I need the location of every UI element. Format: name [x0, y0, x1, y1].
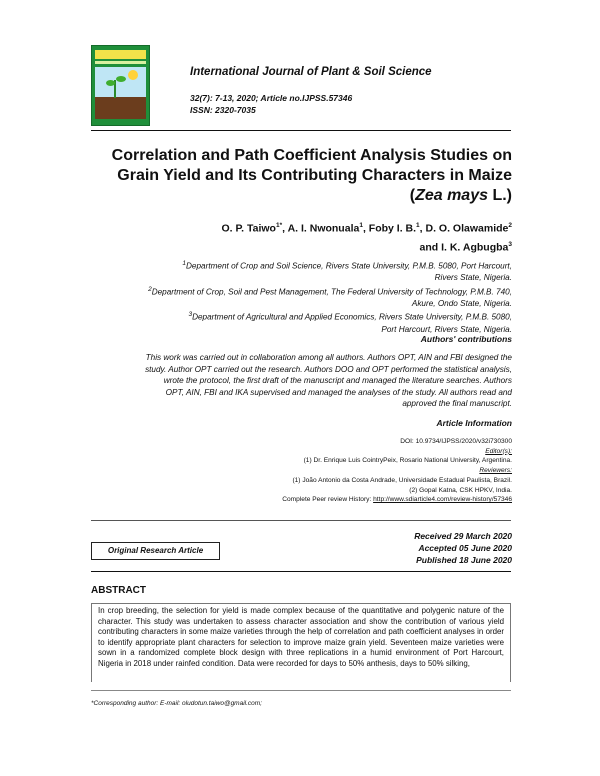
- reviewers-label: Reviewers:: [479, 467, 512, 475]
- published-date: Published 18 June 2020: [416, 555, 512, 565]
- corresponding-author-footnote: *Corresponding author: E-mail: oludotun.taiwo@gmail.com;: [91, 700, 262, 707]
- accepted-date: Accepted 05 June 2020: [418, 543, 512, 553]
- affiliations: [90, 258, 512, 335]
- author-name: D. O. Olawamide: [425, 222, 509, 235]
- review-history-link[interactable]: http://www.sdiarticle4.com/review-history/57346: [373, 496, 512, 504]
- editor: (1) Dr. Enrique Luis CointryPeix, Rosario National University, Argentina.: [303, 457, 512, 465]
- volume-info: [190, 92, 352, 116]
- author-name: O. P. Taiwo: [221, 222, 276, 235]
- journal-cover-image: [91, 45, 150, 126]
- issn: ISSN: 2320-7035: [190, 105, 256, 115]
- article-info-heading: Article Information: [436, 418, 512, 428]
- abstract-heading: ABSTRACT: [91, 585, 146, 596]
- section-divider: [91, 571, 511, 572]
- journal-title: International Journal of Plant & Soil Science: [190, 66, 432, 78]
- contributions-text: This work was carried out in collaboration among all authors. Authors OPT, AIN and FBI designed the study. Author OPT carried out the research. Authors DOO and OPT performed the statistical analysis, wrote the protocol, the first draft of the manuscript and managed the literature searches. Authors OPT, AIN, FBI and IKA supervised and managed the analyses of the study. All authors read and approved the final manuscript.: [145, 353, 512, 408]
- author-name: Foby I. B.: [368, 222, 417, 235]
- article-type-badge: Original Research Article: [91, 542, 220, 560]
- abstract-text: In crop breeding, the selection for yield is made complex because of the quantitative and polygenic nature of the character. This study was undertaken to assess character association and show the contribution of various yield contributing characters in some maize varieties through the help of correlation and path coefficient analyses in order to identify appropriate plant characters for selection to improve maize grain yield. Seventeen maize varieties were sown in a randomized complete block design with three replications in a humid environment of Port Harcourt, Nigeria in 2018 under rainfed condition. Data were recorded for days to 50% anthesis, days to 50% silking,: [91, 603, 511, 682]
- affiliation: $^3$Department of Agricultural and Applied Economics, Rivers State University, P.M.B. 5080, Port Harcourt, Rivers State, Nigeria.: [188, 311, 512, 334]
- editors-label: Editor(s):: [485, 447, 512, 455]
- article-dates: [360, 530, 512, 566]
- title-line-1: Correlation and Path Coefficient Analysis Studies on: [111, 147, 512, 164]
- header-divider: [91, 130, 511, 131]
- reviewer: (1) João Antonio da Costa Andrade, Universidade Estadual Paulista, Brazil.: [292, 476, 512, 484]
- doi: DOI: 10.9734/IJPSS/2020/v32i730300: [400, 438, 512, 445]
- author-list: O. P. Taiwo$^{1*}$, A. I. Nwonuala$^1$, Foby I. B.$^1$, D. O. Olawamide$^2$ and I. K. Agbugba$^3$: [221, 222, 512, 253]
- contributions-heading: Authors' contributions: [420, 334, 512, 344]
- affiliation: $^2$Department of Crop, Soil and Pest Management, The Federal University of Technology, P.M.B. 740, Akure, Ondo State, Nigeria.: [148, 285, 512, 308]
- volume-line: 32(7): 7-13, 2020; Article no.IJPSS.57346: [190, 93, 353, 103]
- review-history: Complete Peer review History: http://www.sdiarticle4.com/review-history/57346: [282, 496, 512, 504]
- author-name: A. I. Nwonuala: [287, 222, 360, 235]
- author-name: I. K. Agbugba: [441, 241, 509, 253]
- reviewer: (2) Gopal Katna, CSK HPKV, India.: [409, 486, 512, 494]
- article-info: [150, 437, 512, 505]
- received-date: Received 29 March 2020: [414, 531, 512, 541]
- affiliation: $^1$Department of Crop and Soil Science, Rivers State University, P.M.B. 5080, Port Harcourt, Rivers State, Nigeria.: [182, 260, 512, 283]
- info-divider: [91, 520, 511, 521]
- title-line-2: Grain Yield and Its Contributing Characters in Maize: [117, 167, 512, 184]
- species-name: Zea mays: [415, 187, 488, 204]
- paper-title: [80, 146, 512, 206]
- title-line-3: (Zea mays L.): [409, 187, 512, 204]
- footnote-divider: [91, 690, 511, 691]
